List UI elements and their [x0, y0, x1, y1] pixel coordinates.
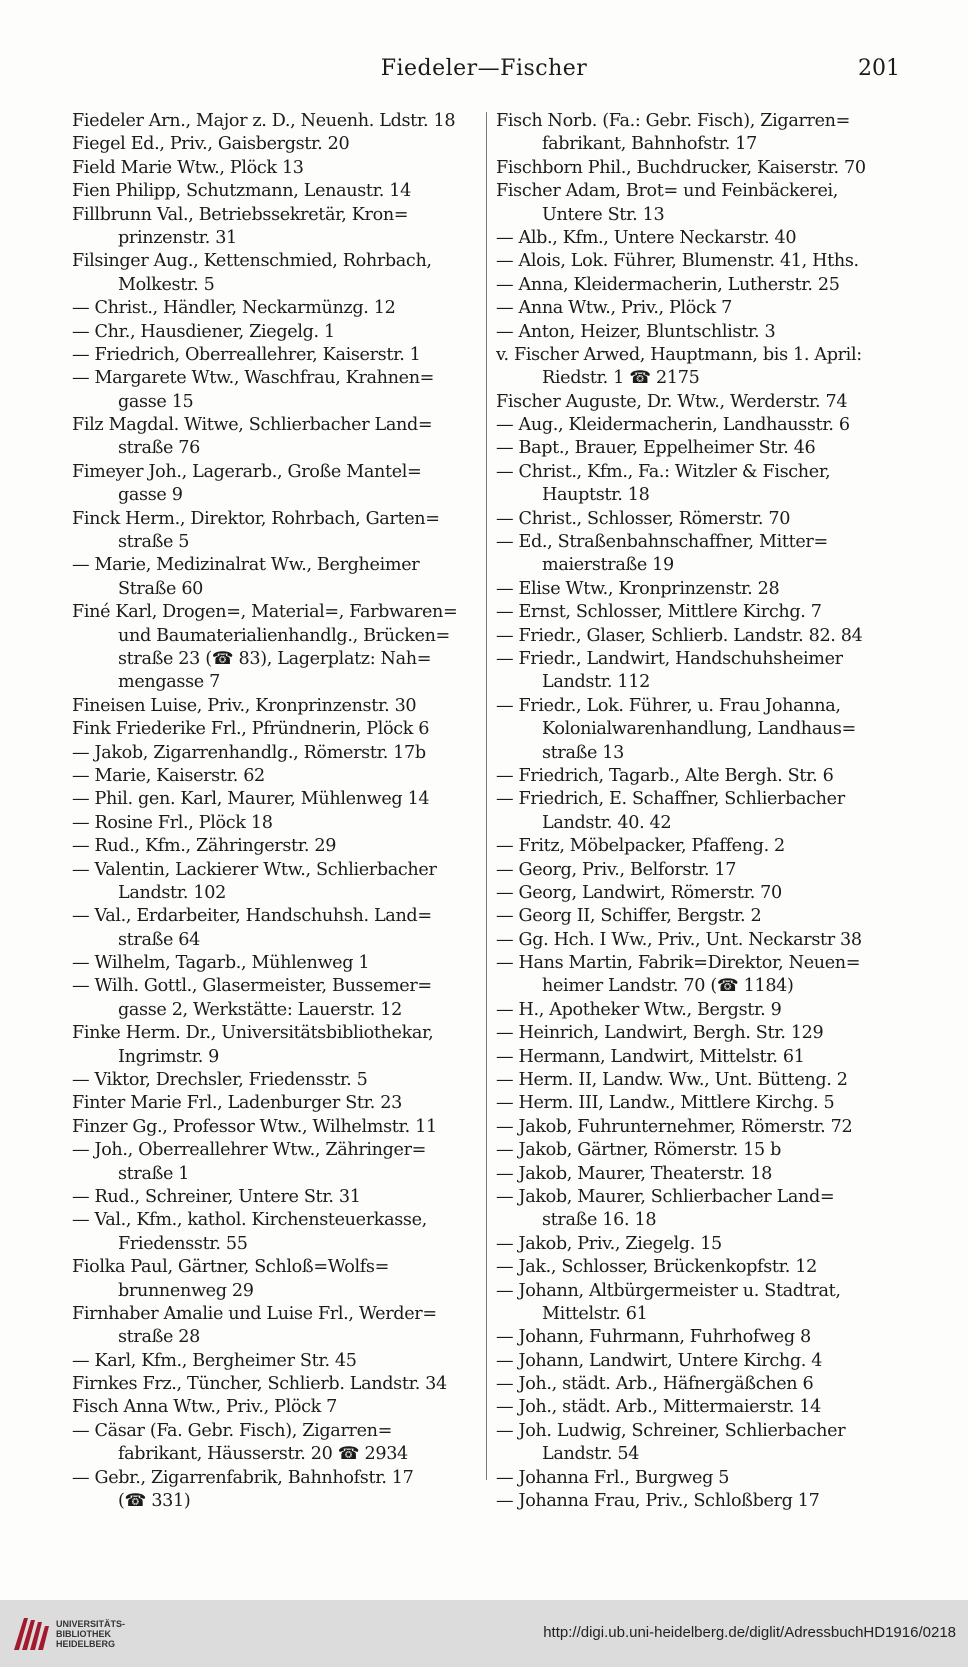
directory-entry-line: Fisch Anna Wtw., Priv., Plöck 7 [72, 1397, 338, 1418]
directory-entry-line: — Johanna Frau, Priv., Schloßberg 17 [496, 1491, 820, 1512]
directory-entry-line: — Anna Wtw., Priv., Plöck 7 [496, 298, 732, 319]
entry-continuation-line: Mittelstr. 61 [542, 1303, 648, 1324]
directory-entry-line: — Friedr., Landwirt, Handschuhsheimer [496, 648, 843, 669]
source-url-link[interactable]: http://digi.ub.uni-heidelberg.de/diglit/AdressbuchHD1916/0218 [543, 1624, 956, 1641]
entry-continuation-line: gasse 9 [118, 485, 183, 506]
right-column [496, 110, 908, 1513]
directory-entry-line: — Herm. III, Landw., Mittlere Kirchg. 5 [496, 1093, 835, 1114]
directory-entry-line: — Friedrich, Tagarb., Alte Bergh. Str. 6 [496, 765, 834, 786]
library-name [56, 1619, 125, 1649]
directory-entry-line: — Johanna Frl., Burgweg 5 [496, 1467, 730, 1488]
directory-entry-line: Firnhaber Amalie und Luise Frl., Werder= [72, 1303, 437, 1324]
directory-entry-line: — Alois, Lok. Führer, Blumenstr. 41, Hths. [496, 251, 859, 272]
directory-entry-line: Field Marie Wtw., Plöck 13 [72, 157, 304, 178]
entry-continuation-line: gasse 15 [118, 391, 194, 412]
entry-continuation-line: prinzenstr. 31 [118, 227, 237, 248]
directory-entry-line: — Joh., städt. Arb., Häfnergäßchen 6 [496, 1374, 814, 1395]
directory-entry-line: — Gebr., Zigarrenfabrik, Bahnhofstr. 17 [72, 1467, 414, 1488]
entry-continuation-line: Landstr. 112 [542, 672, 650, 693]
entry-continuation-line: straße 13 [542, 742, 624, 763]
directory-entry-line: Firnkes Frz., Tüncher, Schlierb. Landstr. 34 [72, 1374, 447, 1395]
footer-bar [0, 1600, 968, 1667]
directory-entry-line: — Chr., Hausdiener, Ziegelg. 1 [72, 321, 335, 342]
directory-entry-line: — Alb., Kfm., Untere Neckarstr. 40 [496, 227, 797, 248]
entry-continuation-line: gasse 2, Werkstätte: Lauerstr. 12 [118, 999, 402, 1020]
directory-entry-line: — Herm. II, Landw. Ww., Unt. Bütteng. 2 [496, 1070, 848, 1091]
directory-entry-line: Fiegel Ed., Priv., Gaisbergstr. 20 [72, 134, 350, 155]
directory-entry-line: — Jakob, Zigarrenhandlg., Römerstr. 17b [72, 742, 426, 763]
page-number: 201 [858, 56, 900, 81]
directory-entry-line: — Wilhelm, Tagarb., Mühlenweg 1 [72, 953, 370, 974]
page-header [0, 56, 968, 86]
entry-continuation-line: und Baumaterialienhandlg., Brücken= [118, 625, 450, 646]
directory-entry-line: — Viktor, Drechsler, Friedensstr. 5 [72, 1070, 368, 1091]
entry-continuation-line: Landstr. 102 [118, 882, 226, 903]
library-name-line-1: UNIVERSITÄTS- [56, 1619, 126, 1629]
directory-entry-line: Finé Karl, Drogen=, Material=, Farbwaren= [72, 602, 458, 623]
directory-entry-line: — Jakob, Gärtner, Römerstr. 15 b [496, 1140, 782, 1161]
directory-entry-line: — Anton, Heizer, Bluntschlistr. 3 [496, 321, 776, 342]
directory-entry-line: — Joh., Oberreallehrer Wtw., Zähringer= [72, 1140, 427, 1161]
directory-entry-line: Fineisen Luise, Priv., Kronprinzenstr. 30 [72, 695, 417, 716]
entry-continuation-line: straße 76 [118, 438, 200, 459]
directory-entry-line: — Johann, Fuhrmann, Fuhrhofweg 8 [496, 1327, 811, 1348]
library-name-line-3: HEIDELBERG [56, 1639, 116, 1649]
entry-continuation-line: (☎ 331) [118, 1491, 191, 1512]
entry-continuation-line: Landstr. 40. 42 [542, 812, 672, 833]
directory-entry-line: v. Fischer Arwed, Hauptmann, bis 1. April: [496, 344, 862, 365]
directory-entry-line: — Aug., Kleidermacherin, Landhausstr. 6 [496, 415, 850, 436]
directory-entry-line: — Jakob, Fuhrunternehmer, Römerstr. 72 [496, 1116, 853, 1137]
directory-entry-line: — Gg. Hch. I Ww., Priv., Unt. Neckarstr 38 [496, 929, 862, 950]
directory-entry-line: — Cäsar (Fa. Gebr. Fisch), Zigarren= [72, 1420, 393, 1441]
directory-entry-line: — Joh. Ludwig, Schreiner, Schlierbacher [496, 1420, 846, 1441]
directory-entry-line: — Marie, Medizinalrat Ww., Bergheimer [72, 555, 420, 576]
directory-entry-line: — Elise Wtw., Kronprinzenstr. 28 [496, 578, 780, 599]
directory-entry-line: — Johann, Landwirt, Untere Kirchg. 4 [496, 1350, 823, 1371]
directory-entry-line: — Margarete Wtw., Waschfrau, Krahnen= [72, 368, 435, 389]
directory-entry-line: — Karl, Kfm., Bergheimer Str. 45 [72, 1350, 357, 1371]
directory-entry-line: Filsinger Aug., Kettenschmied, Rohrbach, [72, 251, 432, 272]
directory-entry-line: — Val., Kfm., kathol. Kirchensteuerkasse, [72, 1210, 427, 1231]
entry-continuation-line: Kolonialwarenhandlung, Landhaus= [542, 719, 856, 740]
directory-entry-line: — Jakob, Maurer, Theaterstr. 18 [496, 1163, 772, 1184]
directory-entry-line: Finzer Gg., Professor Wtw., Wilhelmstr. 11 [72, 1116, 437, 1137]
directory-entry-line: — Marie, Kaiserstr. 62 [72, 765, 265, 786]
directory-entry-line: Fisch Norb. (Fa.: Gebr. Fisch), Zigarren= [496, 111, 851, 131]
directory-entry-line: — Friedr., Lok. Führer, u. Frau Johanna, [496, 695, 841, 716]
directory-entry-line: Fischer Adam, Brot= und Feinbäckerei, [496, 181, 839, 202]
directory-entry-line: — Georg II, Schiffer, Bergstr. 2 [496, 906, 762, 927]
directory-entry-line: — Phil. gen. Karl, Maurer, Mühlenweg 14 [72, 789, 430, 810]
entry-continuation-line: Molkestr. 5 [118, 274, 215, 295]
entry-continuation-line: brunnenweg 29 [118, 1280, 254, 1301]
entry-continuation-line: Untere Str. 13 [542, 204, 665, 225]
entry-continuation-line: fabrikant, Bahnhofstr. 17 [542, 134, 757, 155]
directory-entry-line: — Anna, Kleidermacherin, Lutherstr. 25 [496, 274, 840, 295]
directory-entry-line: — Bapt., Brauer, Eppelheimer Str. 46 [496, 438, 816, 459]
directory-entry-line: — Johann, Altbürgermeister u. Stadtrat, [496, 1280, 841, 1301]
entry-continuation-line: Landstr. 54 [542, 1444, 640, 1465]
directory-entry-line: Fillbrunn Val., Betriebssekretär, Kron= [72, 204, 409, 225]
entry-continuation-line: mengasse 7 [118, 672, 220, 693]
directory-entry-line: — Heinrich, Landwirt, Bergh. Str. 129 [496, 1023, 824, 1044]
directory-entry-line: — Ed., Straßenbahnschaffner, Mitter= [496, 532, 828, 553]
directory-entry-line: — Hermann, Landwirt, Mittelstr. 61 [496, 1046, 805, 1067]
directory-entry-line: Fiolka Paul, Gärtner, Schloß=Wolfs= [72, 1257, 389, 1278]
entry-continuation-line: straße 5 [118, 532, 190, 553]
directory-entry-line: Fink Friederike Frl., Pfründnerin, Plöck 6 [72, 719, 430, 740]
entry-continuation-line: heimer Landstr. 70 (☎ 1184) [542, 976, 794, 997]
entry-continuation-line: fabrikant, Häusserstr. 20 ☎ 2934 [118, 1444, 408, 1465]
entry-continuation-line: straße 28 [118, 1327, 200, 1348]
directory-entry-line: Fischer Auguste, Dr. Wtw., Werderstr. 74 [496, 391, 848, 412]
directory-entry-line: Fischborn Phil., Buchdrucker, Kaiserstr. 70 [496, 157, 866, 178]
directory-entry-line: Finter Marie Frl., Ladenburger Str. 23 [72, 1093, 402, 1114]
directory-entry-line: — Rud., Schreiner, Untere Str. 31 [72, 1186, 361, 1207]
directory-entry-line: — Christ., Kfm., Fa.: Witzler & Fischer, [496, 461, 831, 482]
directory-entry-line: Fiedeler Arn., Major z. D., Neuenh. Ldstr. 18 [72, 111, 456, 131]
directory-entry-line: — Christ., Schlosser, Römerstr. 70 [496, 508, 791, 529]
library-name-line-2: BIBLIOTHEK [56, 1629, 111, 1639]
directory-entry-line: Finck Herm., Direktor, Rohrbach, Garten= [72, 508, 440, 529]
entry-continuation-line: straße 23 (☎ 83), Lagerplatz: Nah= [118, 648, 432, 669]
entry-continuation-line: Friedensstr. 55 [118, 1233, 248, 1254]
university-library-logo-icon [10, 1612, 54, 1656]
entry-continuation-line: Ingrimstr. 9 [118, 1046, 220, 1067]
entry-continuation-line: straße 64 [118, 929, 200, 950]
directory-entry-line: Filz Magdal. Witwe, Schlierbacher Land= [72, 415, 433, 436]
entry-continuation-line: straße 16. 18 [542, 1210, 657, 1231]
directory-entry-line: — Friedr., Glaser, Schlierb. Landstr. 82. 84 [496, 625, 863, 646]
directory-entry-line: — Valentin, Lackierer Wtw., Schlierbacher [72, 859, 437, 880]
column-divider [486, 112, 487, 1480]
directory-entry-line: — Fritz, Möbelpacker, Pfaffeng. 2 [496, 836, 785, 857]
directory-entry-line: — Georg, Landwirt, Römerstr. 70 [496, 882, 782, 903]
entry-continuation-line: Straße 60 [118, 578, 204, 599]
directory-entry-line: — Ernst, Schlosser, Mittlere Kirchg. 7 [496, 602, 822, 623]
directory-entry-line: — Hans Martin, Fabrik=Direktor, Neuen= [496, 953, 861, 974]
directory-entry-line: Fimeyer Joh., Lagerarb., Große Mantel= [72, 461, 422, 482]
directory-entry-line: — Jakob, Maurer, Schlierbacher Land= [496, 1186, 835, 1207]
running-title: Fiedeler—Fischer [380, 56, 588, 81]
directory-entry-line: — Joh., städt. Arb., Mittermaierstr. 14 [496, 1397, 821, 1418]
directory-entry-line: — Rud., Kfm., Zähringerstr. 29 [72, 836, 337, 857]
directory-entry-line: — Jakob, Priv., Ziegelg. 15 [496, 1233, 722, 1254]
directory-entry-line: — Friedrich, E. Schaffner, Schlierbacher [496, 789, 845, 810]
directory-entry-line: Fien Philipp, Schutzmann, Lenaustr. 14 [72, 181, 411, 202]
left-column [72, 110, 484, 1513]
entry-continuation-line: straße 1 [118, 1163, 190, 1184]
entry-continuation-line: Riedstr. 1 ☎ 2175 [542, 368, 700, 389]
directory-entry-line: — Jak., Schlosser, Brückenkopfstr. 12 [496, 1257, 817, 1278]
directory-entry-line: — Christ., Händler, Neckarmünzg. 12 [72, 298, 396, 319]
directory-entry-line: — Rosine Frl., Plöck 18 [72, 812, 273, 833]
directory-entry-line: — Georg, Priv., Belforstr. 17 [496, 859, 737, 880]
directory-entry-line: — H., Apotheker Wtw., Bergstr. 9 [496, 999, 782, 1020]
directory-entry-line: Finke Herm. Dr., Universitätsbibliothekar, [72, 1023, 434, 1044]
directory-entry-line: — Friedrich, Oberreallehrer, Kaiserstr. 1 [72, 344, 421, 365]
entry-continuation-line: Hauptstr. 18 [542, 485, 650, 506]
entry-continuation-line: maierstraße 19 [542, 555, 674, 576]
directory-entry-line: — Val., Erdarbeiter, Handschuhsh. Land= [72, 906, 432, 927]
directory-entry-line: — Wilh. Gottl., Glasermeister, Bussemer= [72, 976, 432, 997]
